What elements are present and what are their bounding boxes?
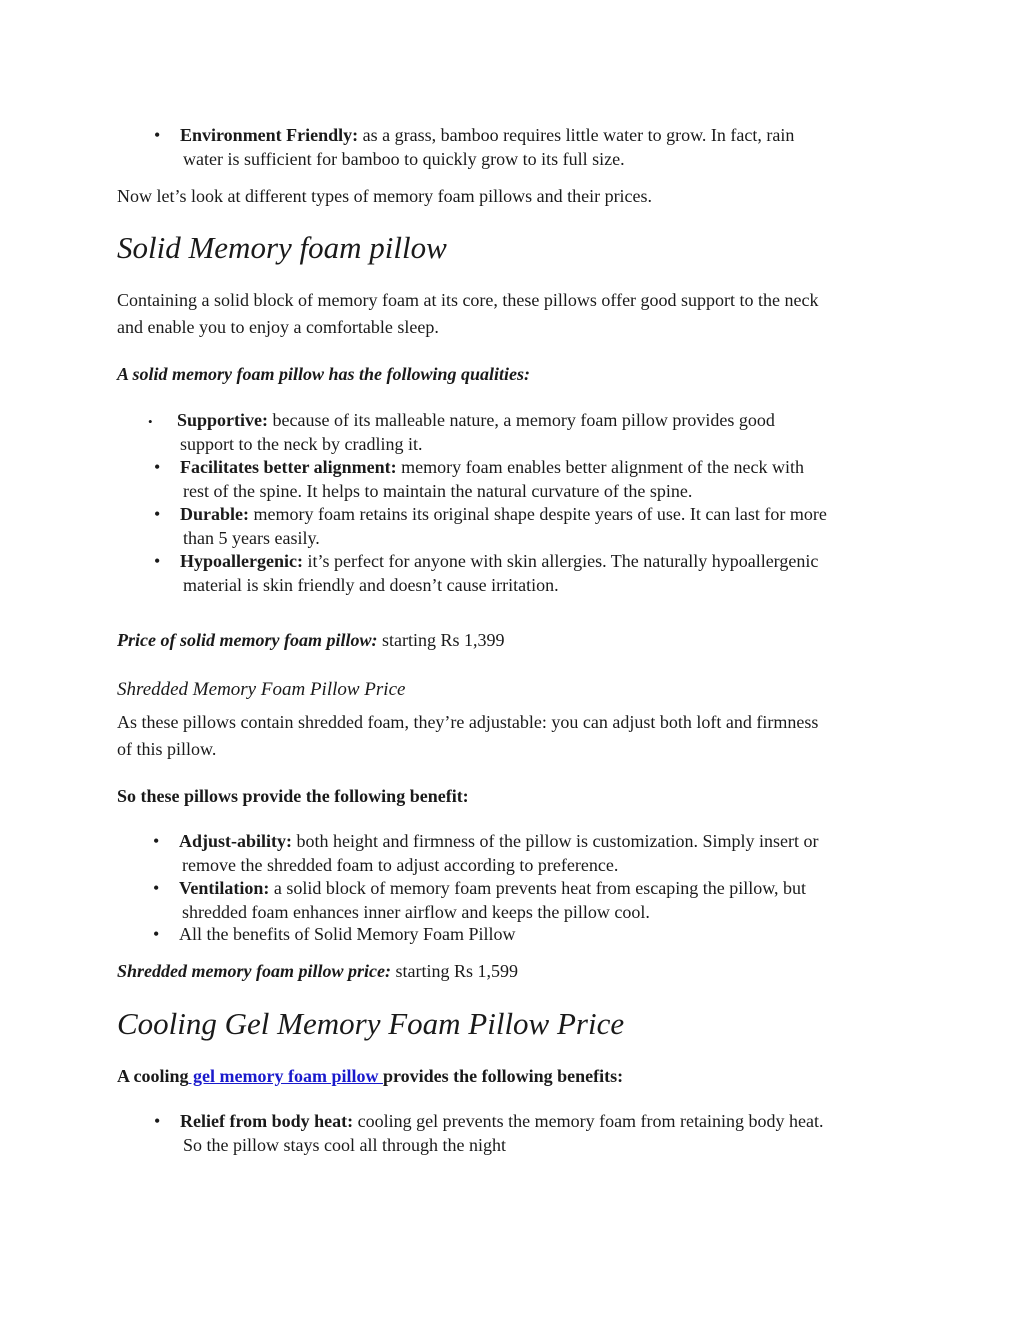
list-item-relief-body-heat bbox=[154, 1110, 940, 1157]
bullet-icon: • bbox=[154, 504, 161, 524]
bullet-label: Adjust-ability: bbox=[179, 831, 293, 851]
bullet-text: it’s perfect for anyone with skin allergies. The naturally hypoallergenic bbox=[302, 551, 819, 571]
bullet-icon: • bbox=[153, 878, 160, 898]
bullet-icon: • bbox=[154, 551, 161, 571]
bullet-icon: • bbox=[148, 414, 153, 429]
bullet-text: memory foam retains its original shape despite years of use. It can last for more bbox=[249, 504, 827, 524]
cooling-intro bbox=[117, 1065, 623, 1088]
list-item-all-benefits bbox=[153, 923, 939, 947]
bullet-text: both height and firmness of the pillow is customization. Simply insert or bbox=[292, 831, 819, 851]
list-item-ventilation bbox=[153, 877, 939, 924]
bullet-label: Facilitates better alignment: bbox=[180, 457, 397, 477]
bullet-label: Supportive: bbox=[177, 410, 269, 430]
bullet-label: Relief from body heat: bbox=[180, 1111, 354, 1131]
bullet-text-continued: water is sufficient for bamboo to quickly grow to its full size. bbox=[183, 148, 625, 169]
bullet-label: Hypoallergenic: bbox=[180, 551, 303, 571]
bullet-text-continued: than 5 years easily. bbox=[183, 527, 320, 548]
bullet-icon: • bbox=[153, 924, 160, 944]
solid-price-value: starting Rs 1,399 bbox=[377, 630, 505, 650]
solid-price-label: Price of solid memory foam pillow: bbox=[117, 630, 378, 650]
cooling-intro-after: provides the following benefits: bbox=[382, 1066, 624, 1086]
bullet-label: Ventilation: bbox=[179, 878, 270, 898]
list-item-durable bbox=[154, 503, 940, 550]
bullet-text-continued: So the pillow stays cool all through the night bbox=[183, 1134, 506, 1155]
bullet-text: as a grass, bamboo requires little water to grow. In fact, rain bbox=[358, 125, 795, 145]
shredded-paragraph-line-2: of this pillow. bbox=[117, 739, 217, 759]
bullet-text-continued: support to the neck by cradling it. bbox=[180, 433, 423, 454]
bullet-text: cooling gel prevents the memory foam from retaining body heat. bbox=[353, 1111, 824, 1131]
list-item-alignment bbox=[154, 456, 940, 503]
bullet-text-continued: rest of the spine. It helps to maintain the natural curvature of the spine. bbox=[183, 480, 693, 501]
shredded-paragraph-line-1: As these pillows contain shredded foam, they’re adjustable: you can adjust both loft and firmness bbox=[117, 712, 819, 732]
list-item-supportive bbox=[148, 409, 937, 456]
bullet-icon: • bbox=[153, 831, 160, 851]
heading-solid-memory-foam: Solid Memory foam pillow bbox=[117, 230, 447, 265]
shredded-benefit-heading: So these pillows provide the following benefit: bbox=[117, 786, 469, 806]
bullet-text: memory foam enables better alignment of the neck with bbox=[396, 457, 804, 477]
bullet-text-continued: remove the shredded foam to adjust according to preference. bbox=[182, 854, 619, 875]
list-item-hypoallergenic bbox=[154, 550, 940, 597]
bullet-icon: • bbox=[154, 125, 161, 145]
solid-price bbox=[117, 629, 504, 652]
list-item-adjust-ability bbox=[153, 830, 939, 877]
solid-paragraph-line-2: and enable you to enjoy a comfortable sleep. bbox=[117, 317, 439, 337]
bullet-label: Environment Friendly: bbox=[180, 125, 359, 145]
shredded-price bbox=[117, 960, 518, 983]
heading-cooling-gel: Cooling Gel Memory Foam Pillow Price bbox=[117, 1006, 625, 1041]
bullet-text: because of its malleable nature, a memory foam pillow provides good bbox=[268, 410, 775, 430]
cooling-intro-before: A cooling bbox=[117, 1066, 189, 1086]
gel-memory-foam-pillow-link[interactable]: gel memory foam pillow bbox=[188, 1066, 383, 1086]
bullet-icon: • bbox=[154, 457, 161, 477]
solid-paragraph-line-1: Containing a solid block of memory foam at its core, these pillows offer good support to the neck bbox=[117, 290, 819, 310]
shredded-price-value: starting Rs 1,599 bbox=[390, 961, 518, 981]
shredded-price-label: Shredded memory foam pillow price: bbox=[117, 961, 391, 981]
bullet-label: Durable: bbox=[180, 504, 249, 524]
bullet-text-continued: material is skin friendly and doesn’t cause irritation. bbox=[183, 574, 559, 595]
intro-sentence: Now let’s look at different types of memory foam pillows and their prices. bbox=[117, 186, 653, 206]
bullet-icon: • bbox=[154, 1111, 161, 1131]
heading-shredded-memory-foam: Shredded Memory Foam Pillow Price bbox=[117, 679, 406, 700]
bullet-text-continued: shredded foam enhances inner airflow and keeps the pillow cool. bbox=[182, 901, 650, 922]
bullet-text: a solid block of memory foam prevents heat from escaping the pillow, but bbox=[269, 878, 807, 898]
bullet-text: All the benefits of Solid Memory Foam Pillow bbox=[179, 924, 516, 944]
list-item-environment-friendly bbox=[154, 124, 940, 171]
solid-qualities-heading: A solid memory foam pillow has the following qualities: bbox=[117, 364, 531, 384]
